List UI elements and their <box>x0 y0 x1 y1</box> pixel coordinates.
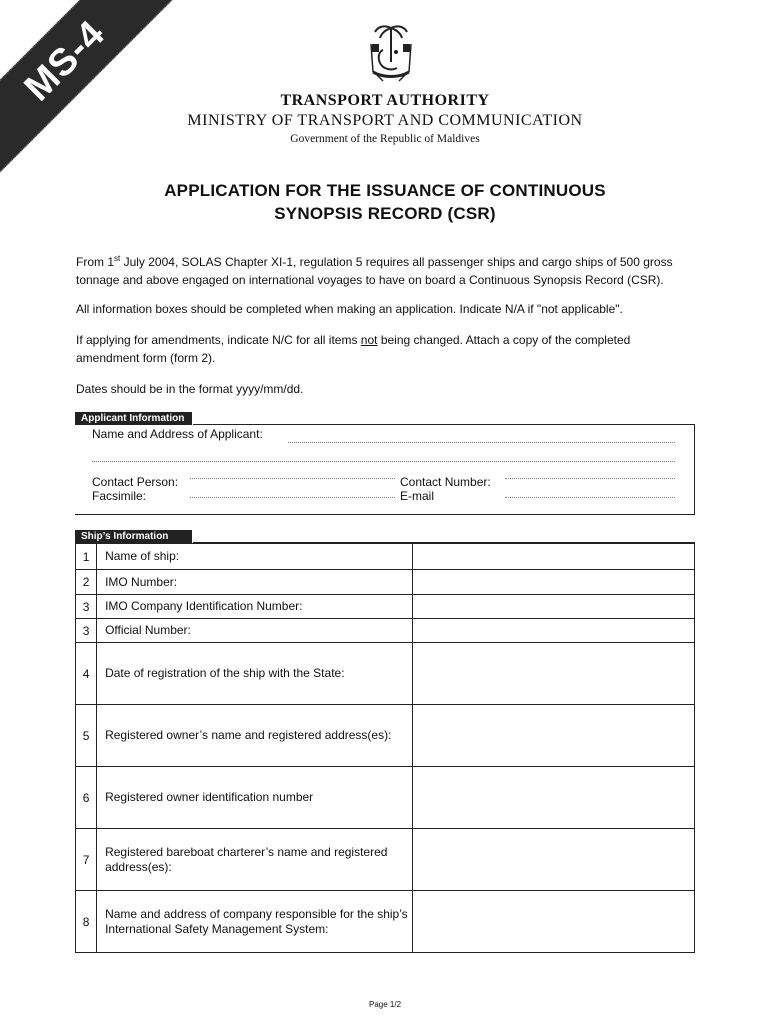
email-label: E-mail <box>400 489 435 503</box>
row-number: 4 <box>76 643 97 705</box>
form-title-line-1: APPLICATION FOR THE ISSUANCE OF CONTINUOUS <box>164 181 606 200</box>
table-row <box>76 570 695 595</box>
row-number: 1 <box>76 544 97 570</box>
row-label: IMO Number: <box>97 570 413 595</box>
row-number: 8 <box>76 891 97 953</box>
address-field-line-2[interactable] <box>92 461 675 462</box>
row-label: Registered bareboat charterer’s name and registered address(es): <box>97 829 413 891</box>
intro-paragraph-amendments <box>76 331 696 367</box>
table-row <box>76 767 695 829</box>
intro-p1-start: From 1 <box>76 255 115 269</box>
row-label: IMO Company Identification Number: <box>97 595 413 619</box>
table-row <box>76 544 695 570</box>
intro-paragraph-completion: All information boxes should be completed when making an application. Indicate N/A if "not applicable". <box>76 302 623 316</box>
row-number: 3 <box>76 619 97 643</box>
ism-company-field[interactable] <box>413 891 695 953</box>
table-row <box>76 891 695 953</box>
intro-p3-underline: not <box>360 333 378 347</box>
maldives-emblem-icon <box>363 22 419 84</box>
form-code-label: MS-4 <box>16 12 114 110</box>
charterer-name-address-field[interactable] <box>413 829 695 891</box>
owner-id-field[interactable] <box>413 767 695 829</box>
intro-p3-rest: being changed. Attach a copy of the completed amendment form (form 2). <box>76 333 631 365</box>
row-label: Name and address of company responsible for the ship’s International Safety Management System: <box>97 891 413 953</box>
facsimile-field[interactable] <box>190 497 395 498</box>
ship-info-table <box>75 543 695 953</box>
government-subheading: Government of the Republic of Maldives <box>290 133 480 145</box>
name-address-label: Name and Address of Applicant: <box>92 427 263 441</box>
row-number: 6 <box>76 767 97 829</box>
applicant-section-label: Applicant Information <box>75 412 192 425</box>
ship-name-field[interactable] <box>413 544 695 570</box>
ship-section-label: Ship’s Information <box>75 530 192 543</box>
form-code-badge <box>0 0 184 180</box>
email-field[interactable] <box>505 497 675 498</box>
intro-p1-rest: July 2004, SOLAS Chapter XI-1, regulation 5 requires all passenger ships and cargo ships of 500 gross tonnage and above engaged on international voyages to have on board a Continuous Synopsis Record (CSR). <box>76 255 673 287</box>
contact-number-label: Contact Number: <box>400 475 491 489</box>
imo-company-id-field[interactable] <box>413 595 695 619</box>
row-label: Name of ship: <box>97 544 413 570</box>
intro-p3-start: If applying for amendments, indicate N/C for all items <box>76 333 361 347</box>
row-label: Date of registration of the ship with the State: <box>97 643 413 705</box>
row-label: Registered owner identification number <box>97 767 413 829</box>
row-number: 3 <box>76 595 97 619</box>
row-label: Registered owner’s name and registered address(es): <box>97 705 413 767</box>
applicant-info-box <box>75 425 695 515</box>
table-row <box>76 705 695 767</box>
authority-heading: TRANSPORT AUTHORITY <box>280 92 490 109</box>
table-row <box>76 619 695 643</box>
table-row <box>76 829 695 891</box>
facsimile-label: Facsimile: <box>92 489 147 503</box>
intro-p1-sup: st <box>114 254 121 263</box>
contact-person-label: Contact Person: <box>92 475 179 489</box>
registration-date-field[interactable] <box>413 643 695 705</box>
row-number: 5 <box>76 705 97 767</box>
row-label: Official Number: <box>97 619 413 643</box>
name-address-field[interactable] <box>288 442 675 443</box>
row-number: 2 <box>76 570 97 595</box>
intro-paragraph-solas <box>76 253 696 289</box>
intro-paragraph-date-format: Dates should be in the format yyyy/mm/dd. <box>76 382 304 396</box>
page-number: Page 1/2 <box>368 1000 402 1009</box>
table-row <box>76 643 695 705</box>
form-title-line-2: SYNOPSIS RECORD (CSR) <box>274 204 496 223</box>
contact-number-field[interactable] <box>505 478 675 479</box>
table-row <box>76 595 695 619</box>
owner-name-address-field[interactable] <box>413 705 695 767</box>
row-number: 7 <box>76 829 97 891</box>
official-number-field[interactable] <box>413 619 695 643</box>
contact-person-field[interactable] <box>190 478 395 479</box>
ministry-heading: MINISTRY OF TRANSPORT AND COMMUNICATION <box>187 112 583 129</box>
imo-number-field[interactable] <box>413 570 695 595</box>
